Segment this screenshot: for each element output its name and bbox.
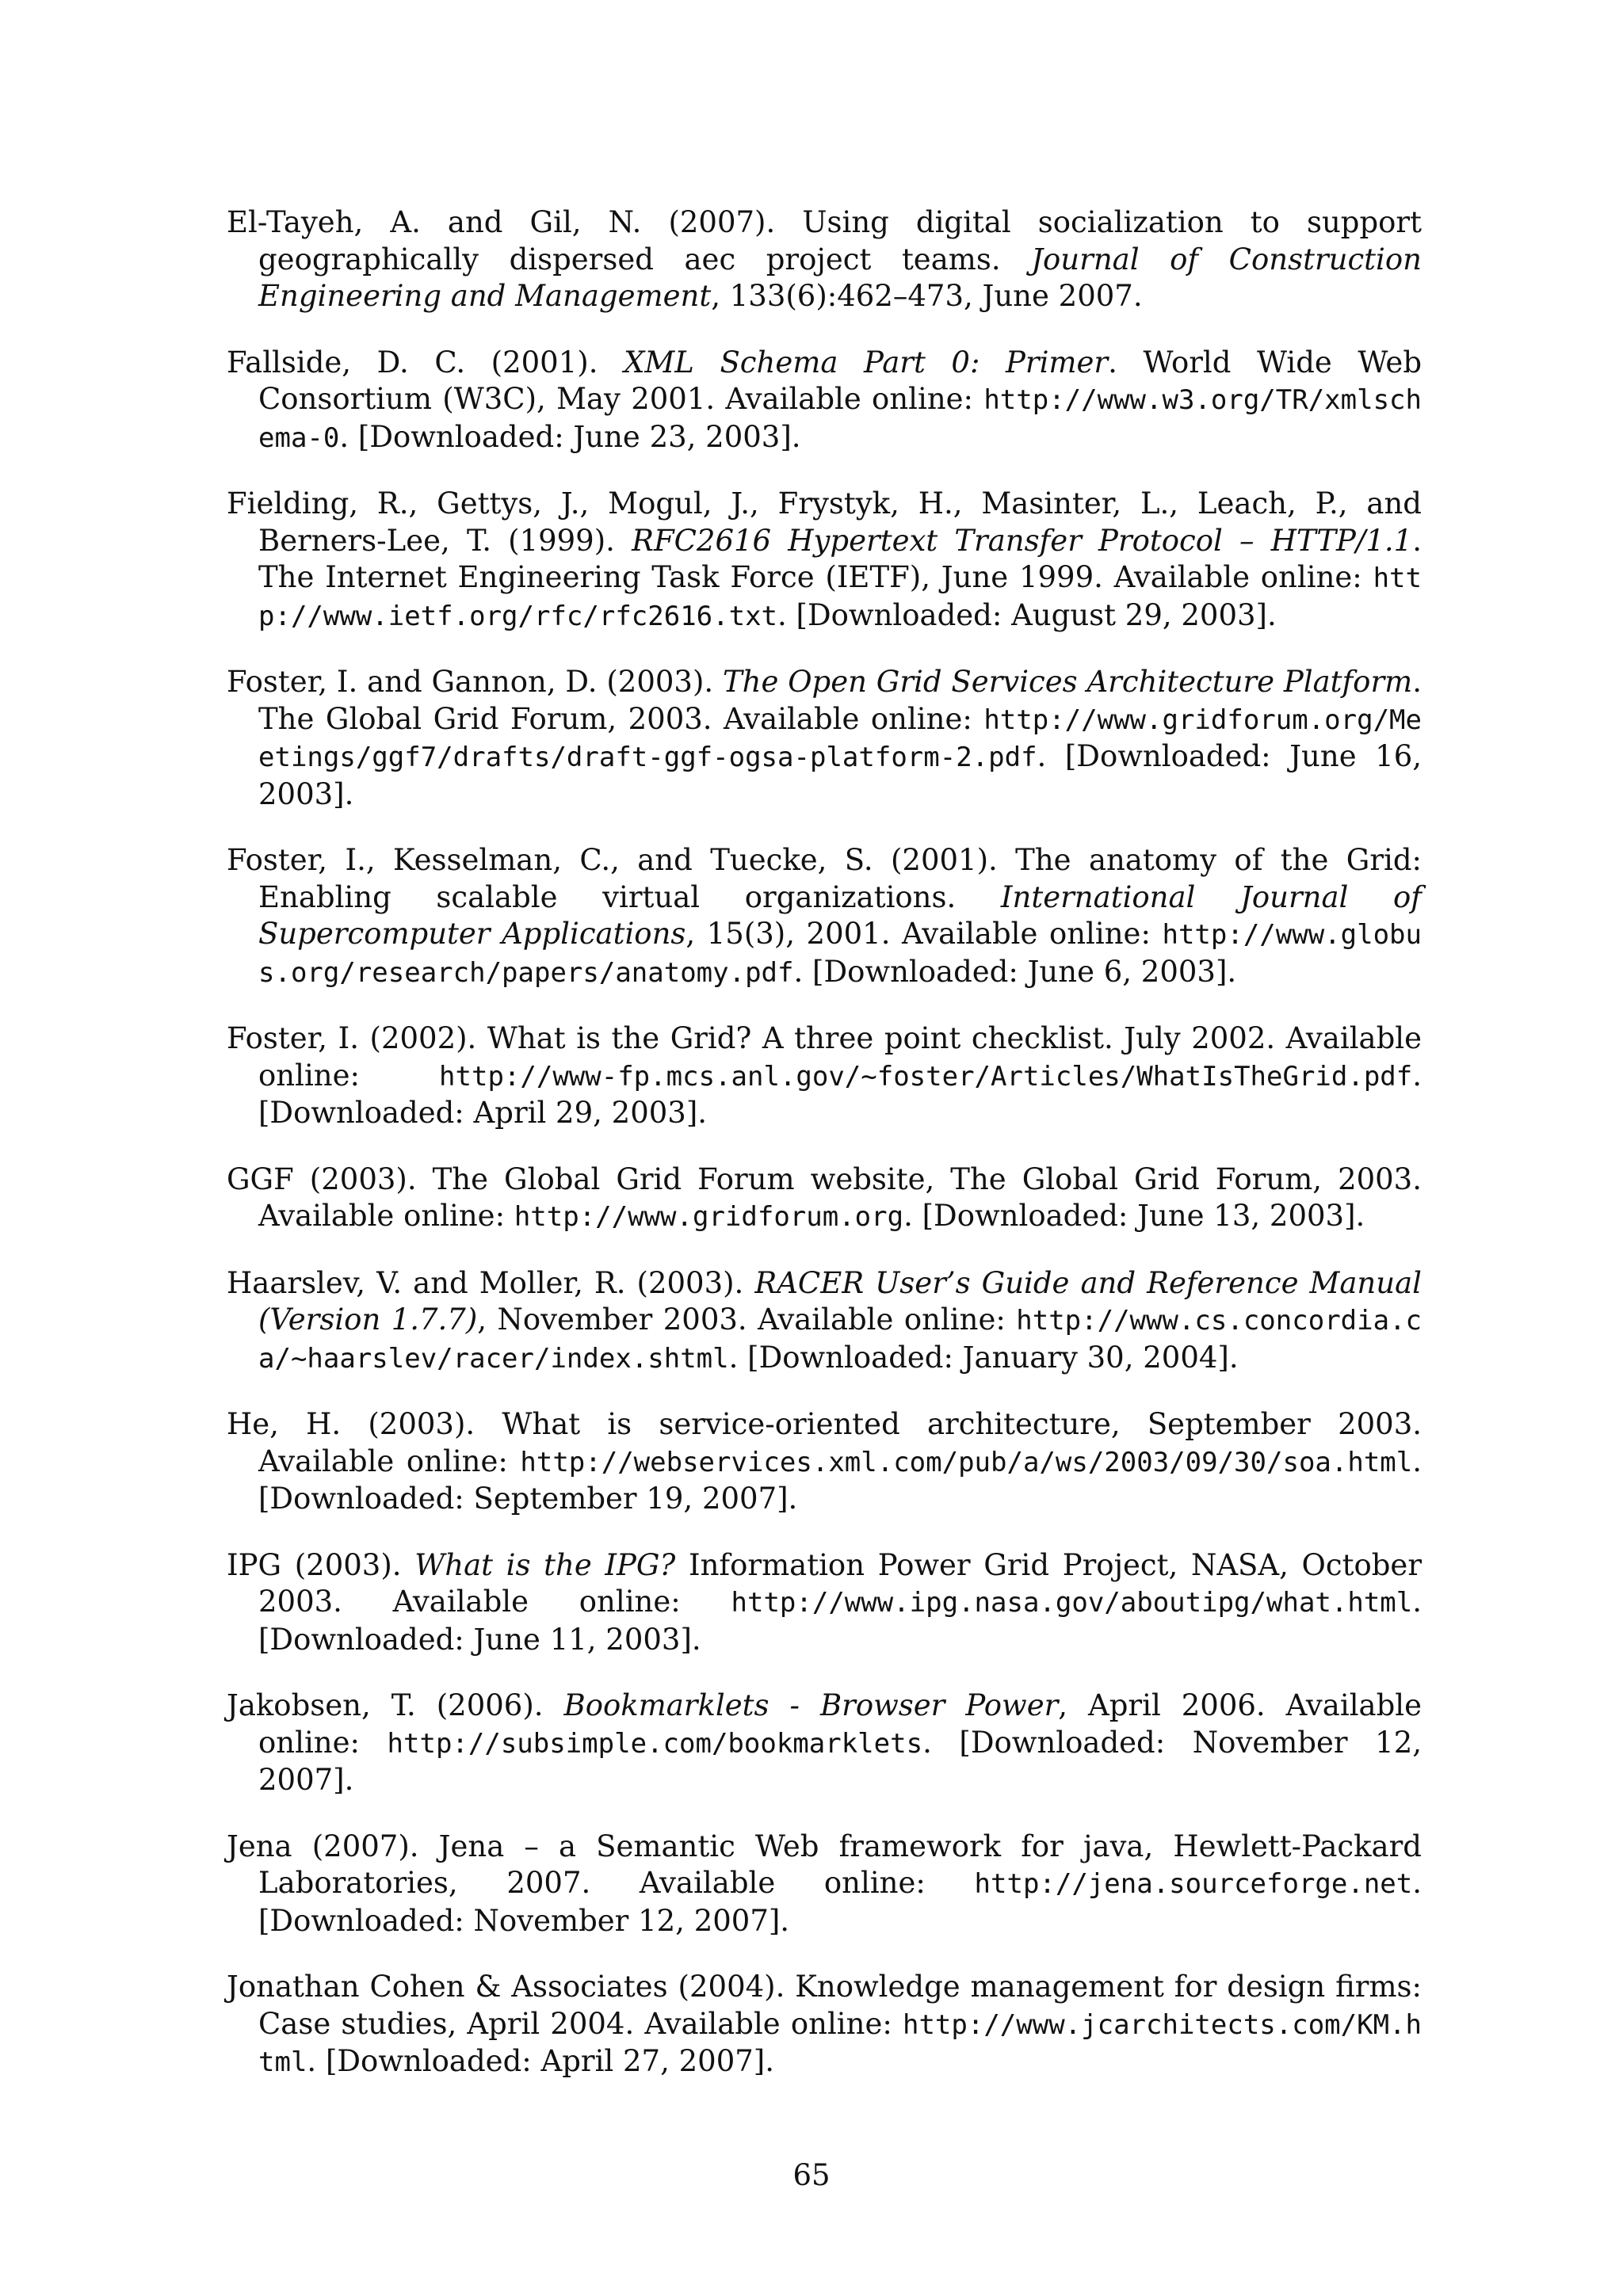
page-number: 65 [792, 2158, 831, 2192]
reference-entry [227, 1969, 1422, 2081]
reference-entry [227, 1020, 1422, 1132]
reference-text: IPG (2003). [227, 1547, 415, 1582]
reference-url-link[interactable]: http://www.ipg.nasa.gov/aboutipg/what.html [731, 1587, 1413, 1619]
reference-text: . [Downloaded: June 6, 2003]. [793, 954, 1237, 989]
reference-text: El-Tayeh, A. and Gil, N. (2007). Using digital socialization to support geographically dispersed aec project teams. [227, 205, 1422, 277]
reference-entry [227, 486, 1422, 635]
reference-text: . [Downloaded: November 12, 2007]. [258, 1725, 1422, 1797]
reference-text: . World Wide Web Consortium (W3C), May 2001. Available online: [258, 345, 1423, 416]
reference-entry [227, 1161, 1422, 1236]
reference-text: . [Downloaded: June 11, 2003]. [258, 1585, 1422, 1657]
reference-entry [227, 1547, 1422, 1659]
reference-url-link[interactable]: http://www.gridforum.org/Meetings/ggf7/drafts/draft-ggf-ogsa-platform-2.pdf [258, 704, 1422, 773]
reference-text: . The Internet Engineering Task Force (IETF), June 1999. Available online: [258, 523, 1422, 594]
reference-text: Jena (2007). Jena – a Semantic Web framework for java, Hewlett-Packard Laboratories, 2007. Available online: [227, 1829, 1422, 1900]
reference-title: RFC2616 Hypertext Transfer Protocol – HTTP/1.1 [632, 523, 1413, 558]
reference-url-link[interactable]: http://www.cs.concordia.ca/~haarslev/racer/index.shtml [258, 1305, 1423, 1375]
reference-entry [227, 664, 1422, 813]
reference-title: International Journal of Supercomputer Applications [258, 879, 1422, 951]
reference-url-link[interactable]: http://webservices.xml.com/pub/a/ws/2003/09/30/soa.html [520, 1446, 1413, 1478]
reference-url-link[interactable]: http://www-fp.mcs.anl.gov/~foster/Articles/WhatIsTheGrid.pdf [439, 1060, 1413, 1093]
reference-text: , 15(3), 2001. Available online: [685, 917, 1163, 951]
reference-url-link[interactable]: http://www.gridforum.org [514, 1201, 904, 1233]
reference-title: Bookmarklets - Browser Power [563, 1688, 1059, 1722]
reference-text: . [Downloaded: June 16, 2003]. [258, 739, 1422, 811]
reference-text: Jonathan Cohen & Associates (2004). Knowledge management for design firms: Case studies, April 2004. Available online: [227, 1970, 1422, 2041]
reference-entry [227, 842, 1422, 991]
reference-url-link[interactable]: http://www.globus.org/research/papers/anatomy.pdf [258, 919, 1422, 989]
reference-text: Foster, I. and Gannon, D. (2003). [227, 665, 723, 699]
reference-text: . [Downloaded: April 27, 2007]. [307, 2044, 774, 2078]
reference-text: Haarslev, V. and Moller, R. (2003). [227, 1265, 755, 1300]
reference-text: . [Downloaded: June 23, 2003]. [339, 419, 801, 454]
reference-url-link[interactable]: http://www.jcarchitects.com/KM.html [258, 2008, 1422, 2078]
reference-text: Foster, I., Kesselman, C., and Tuecke, S. (2001). The anatomy of the Grid: Enabling scalable virtual organizations. [227, 843, 1422, 914]
reference-entry [227, 1406, 1422, 1518]
reference-entry [227, 1265, 1422, 1378]
reference-text: Fallside, D. C. (2001). [227, 345, 624, 379]
reference-title: What is the IPG? [414, 1547, 676, 1582]
reference-text: . [Downloaded: November 12, 2007]. [258, 1866, 1422, 1938]
reference-text: . [Downloaded: April 29, 2003]. [258, 1058, 1422, 1130]
reference-entry [227, 345, 1422, 457]
reference-text: , April 2006. Available online: [258, 1688, 1422, 1760]
reference-text: GGF (2003). The Global Grid Forum website, The Global Grid Forum, 2003. Available online: [227, 1161, 1422, 1233]
reference-text: , November 2003. Available online: [477, 1302, 1017, 1337]
reference-url-link[interactable]: http://subsimple.com/bookmarklets [387, 1727, 923, 1760]
reference-text: He, H. (2003). What is service-oriented architecture, September 2003. Available online: [227, 1407, 1422, 1478]
reference-text: Jakobsen, T. (2006). [227, 1688, 564, 1722]
reference-text: Foster, I. (2002). What is the Grid? A three point checklist. July 2002. Available online: [227, 1021, 1422, 1093]
reference-text: . [Downloaded: January 30, 2004]. [728, 1340, 1239, 1375]
reference-entry [227, 204, 1422, 315]
reference-entry [227, 1688, 1422, 1799]
reference-text: , 133(6):462–473, June 2007. [711, 279, 1143, 313]
reference-title: XML Schema Part 0: Primer [624, 345, 1109, 379]
reference-title: The Open Grid Services Architecture Platform [722, 665, 1413, 699]
reference-text: . [Downloaded: August 29, 2003]. [777, 597, 1277, 632]
reference-entry [227, 1829, 1422, 1940]
reference-title: RACER User’s Guide and Reference Manual (Version 1.7.7) [258, 1265, 1422, 1337]
reference-text: . [Downloaded: September 19, 2007]. [258, 1444, 1422, 1516]
reference-url-link[interactable]: http://www.w3.org/TR/xmlschema-0 [258, 384, 1422, 454]
reference-list [227, 204, 1422, 2111]
reference-title: Journal of Construction Engineering and Management [258, 242, 1422, 313]
reference-url-link[interactable]: http://www.ietf.org/rfc/rfc2616.txt [258, 563, 1422, 632]
reference-url-link[interactable]: http://jena.sourceforge.net [974, 1868, 1413, 1900]
reference-text: . [Downloaded: June 13, 2003]. [903, 1199, 1365, 1233]
reference-text: Information Power Grid Project, NASA, October 2003. Available online: [258, 1547, 1423, 1619]
reference-text: . The Global Grid Forum, 2003. Available online: [258, 665, 1422, 736]
reference-text: Fielding, R., Gettys, J., Mogul, J., Frystyk, H., Masinter, L., Leach, P., and Berners-Lee, T. (1999). [227, 486, 1422, 558]
